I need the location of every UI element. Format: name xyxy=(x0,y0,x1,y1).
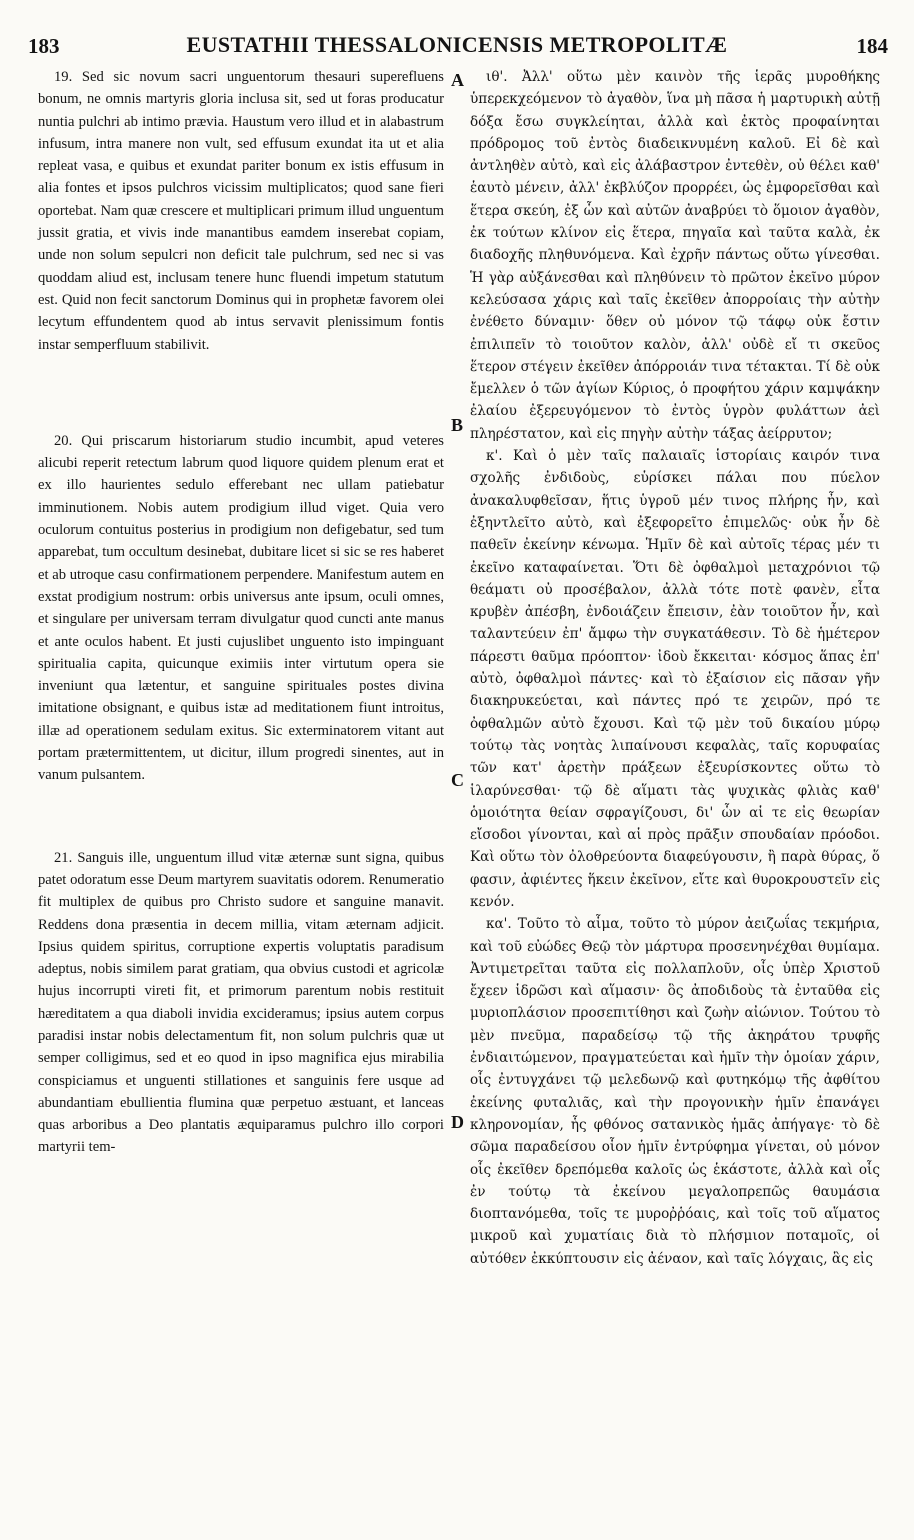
latin-paragraph-20: 20. Qui priscarum historiarum studio incumbit, apud veteres alicubi reperit retectum labrum quod liquore quidem plenum erat et ex illo haurientes sedulo efferebant nec ullam patiebatur imminutionem. Nobis autem prodigium illud viget. Quia vero oculorum contuitus posterius in prodigium non defigebatur, sed tum apparebat, tum occultum desinebat, dubitare licet si sic se res haberet et ab utroque casu confirmationem perpendere. Manifestum autem en exstat prodigium nostrum: orbis universus ante ipsum, oculi omnes, et singulare per universam terram divulgatur quod cuncti ante manus et ante oculos habent. Et justi cujuslibet unguento isto impinguant spiritualia capita, quicunque eximiis inter virtutum opera sie inveniunt qua lætentur, et sanguine spirituales postes divina imitatione obsignant, e quibus istæ ad meditationem fiunt introitus, illæ ad operationem sedulam exitus. Sic exterminatorem vitant aut portam prætermittentem, ut dicitur, illum progredi sinentes, aut in vanum pulsantem. xyxy=(38,432,444,784)
page-number-right: 184 xyxy=(856,34,888,58)
greek-paragraph-21: κα'. Τοῦτο τὸ αἷμα, τοῦτο τὸ μύρον ἀειζωΐας τεκμήρια, καὶ τοῦ εὐώδες Θεῷ τὸν μάρτυρα προσενηνέχθαι θυμίαμα. Ἀντιμετρεῖται ταῦτα εἰς πολλαπλοῦν, οἷς ὑπὲρ Χριστοῦ ἔχεεν ἱδρῶσι καὶ αἵμασιν· ὃς ἀποδιδοὺς τὰ ἐνταῦθα εἰς μυριοπλάσιον προσεπιτίθησι καὶ ζωὴν αἰώνιον. Τούτου τὸ μὲν πνεῦμα, παραδείσῳ τῷ τῆς ἀκηράτου τρυφῆς ἐνδιαιτώμενον, πραγματεύεται καὶ ἡμῖν τὴν ὁμοίαν χάριν, οἷς ἐντυγχάνει τῷ μελεδωνῷ καὶ φυτηκόμῳ τῆς ἀφθίτου ἐκείνης φυταλιᾶς, καὶ τὴν προγονικὴν ἡμῖν ἐπανάγει κληρονομίαν, ἧς φθόνος σατανικὸς ἡμᾶς ἀπήγαγε· τὸ δὲ σῶμα παραδείσου οἷον ἡμῖν ἐντρύφημα γίνεται, οὐ μόνον οἷς ἐκεῖθεν δρεπόμεθα καλοῖς ὡς ἑκάστοτε, ἀλλὰ καὶ οἷς ἐν τούτῳ τὰ ἐκείνου μεγαλοπρεπῶς θαυμάσια διοπτανόμεθα, τοῖς τε μυροῤῥόαις, καὶ τοῖς τοῦ αἵματος μικροῦ καὶ χυματίαις διὰ τὸ πλήσμιον ποταμοῖς, οἱ αὐτόθεν ἐκκύπτουσιν εἰς ἀέναον, καὶ ταῖς λόγχαις, ἃς εἰς xyxy=(470,916,880,1267)
greek-paragraph-20: κ'. Καὶ ὁ μὲν ταῖς παλαιαῖς ἱστορίαις καιρόν τινα σχολῆς ἐνδιδοὺς, εὑρίσκει πάλαι που πύελον ἀνακαλυφθεῖσαν, ἥτις ὑγροῦ μέν τινος πλήρης ἦν, καὶ ἐξηντλεῖτο αὐτὸ, καὶ ἐξεφορεῖτο ἐπιμελῶς· οὐκ ἦν δὲ παθεῖν ἐκείνην κένωμα. Ἡμῖν δὲ καὶ αὐτοῖς τέρας μέν τι ἐκεῖνο καταφαίνεται. Ὅτι δὲ ὀφθαλμοὶ μεταχρόνιοι τῷ θεάματι οὐ προσέβαλον, ἀλλὰ τότε ποτὲ φανὲν, εἶτα κρυβὲν ἀπέσβη, ἐνδοιάζειν ἔπεισιν, ἐὰν τοιοῦτον ἦν, καὶ ταλαντεύειν ἐπ' ἄμφω τὴν συγκατάθεσιν. Τὸ δὲ ἡμέτερον πάρεστι θαῦμα πρόοπτον· ἰδοὺ ἔκκειται· κόσμος ἅπας ἐπ' αὐτὸ, ὀφθαλμοὶ πάντες· καὶ τὸ ἐξαίσιον εἰς πᾶσαν γῆν διακηρυκεύεται, καὶ πάντες πρό τε χειρῶν, πρό τε ὀφθαλμῶν αὐτὸ ἔχουσι. Καὶ τῷ μὲν τοῦ δικαίου μύρῳ τούτῳ τὰς νοητὰς λιπαίνουσι κεφαλὰς, ταῖς κορυφαίας τῶν κατ' ἀρετὴν πράξεων ἐξευρίσκοντες οὕτω τὸ ἱλαρύνεσθαι· τῷ δὲ αἵματι τὰς ψυχικὰς φλιὰς καθ' ὁμοιότητα θείαν σφραγίζουσι, δι' ὧν αἱ τε εἰς θεωρίαν εἴσοδοι γίνονται, καὶ αἱ πρὸς πρᾶξιν σπουδαίαν πρόοδοι. Καὶ οὕτω τὸν ὀλοθρεύοντα διαφεύγουσιν, ἢ παρὰ θύρας, ὅ φασιν, ἀφιέντες ἥκειν ἐκεῖνον, εἴτε καὶ θυροκρουστεῖν εἰς κενόν. xyxy=(470,448,880,910)
latin-paragraph-21: 21. Sanguis ille, unguentum illud vitæ æternæ sunt signa, quibus patet odoratum esse Deum martyrem suavitatis odorem. Renumeratio fit multiplex de quibus pro Christo sudore et sanguine manavit. Reddens dona præsentia in decem millia, vitam æternam adjicit. Ipsius quidem spiritus, corruptione expertis voluptatis paradisum adeptus, nobis similem parat gratiam, qua obvius custodi et agricolæ hujus incorrupti vireti fit, et primorum parentum nobis restituit hæreditatem a qua diaboli invidia excideramus; ipsius autem corpus paradisi instar nobis delectamentum fit, non solum pulchris quæ ut semper colligimus, sed et eo quod in ipso magnifica ejus mirabilia conspiciamus et unguenti stillationes et sanguinis fere usque ad abundantiam ebullientia flumina quæ perpetuo æstuant, et lanceas quas arboribus a Deo plantatis æquiparamus pulchro illo corpori martyrii tem- xyxy=(38,849,444,1156)
running-title: EUSTATHII THESSALONICENSIS METROPOLITÆ xyxy=(186,32,728,57)
margin-letter-b: B xyxy=(451,415,464,435)
greek-paragraph-19: ιθ'. Ἀλλ' οὕτω μὲν καινὸν τῆς ἱερᾶς μυροθήκης ὑπερεκχεόμενον τὸ ἀγαθὸν, ἵνα μὴ πᾶσα ἡ μαρτυρικὴ αὐτῇ δόξα ἔσω συγκλείηται, ἀλλὰ καὶ ἐκτὸς προφαίνηται πρόδρομος τοῦ ἐντὸς διαδεικνυμένη καλοῦ. Εἰ δὲ καὶ ἀντληθὲν αὐτὸ, καὶ εἰς ἀλάβαστρον ἐντεθὲν, οὐ θέλει καθ' ἑαυτὸ μένειν, ἀλλ' ἐκβλύζον προρρέει, ὡς ἐμφορεῖσθαι καὶ ἕτερα σκεύη, ἐξ ὧν καὶ αὐτῶν ἀναβρύει τὸ ὅμοιον ἀγαθὸν, ἐκ τούτων κλίνον εἰς ἕτερα, πηγαῖα καὶ ταῦτα καλὰ, ἐκ διαδοχῆς πληθυνόμενα. Καὶ ἐχρῆν πάντως οὕτω γίνεσθαι. Ἡ γὰρ αὐξάνεσθαι καὶ πληθύνειν τὸ πρῶτον ἐκεῖνο μύρον κελεύσασα χάρις καὶ ταῖς ἐκεῖθεν ἀπορροίαις τὴν αὐτὴν ἐνέθετο δύναμιν· ὅθεν οὐ μόνον τῷ τάφῳ οὐκ ἔστιν ἐπιλιπεῖν τὸ τοιοῦτον καλὸν, ἀλλ' οὐδὲ εἴ τι σκεῦος ἕτερον στέγειν ἐκεῖθεν ἀπόρροιάν τινα τέτακται. Τί δὲ οὐκ ἔμελλεν ὁ τῶν ἁγίων Κύριος, ὁ προφήτου χάριν καμψάκην ἐλαίου ἐξερευγόμενον τὸ ἐντὸς ὑγρὸν φυλάττων ἀεὶ πληρέστατον, καὶ εἰς πηγὴν αὐτὴν τάξας ἀείρρυτον; xyxy=(470,69,880,442)
latin-column xyxy=(38,66,444,1159)
greek-column xyxy=(470,66,880,1270)
page-number-left: 183 xyxy=(28,34,60,58)
margin-letter-c: C xyxy=(451,770,464,790)
margin-letter-a: A xyxy=(451,70,464,90)
latin-paragraph-19: 19. Sed sic novum sacri unguentorum thesauri superefluens bonum, ne omnis martyris gloria inclusa sit, sed ut foras producatur nuntia pulchri ab intimo prævia. Haustum vero illud et in alabastrum infusum, intra manere non vult, sed effusum exundat ita ut et alia repleat vasa, e quibus et exundat pariter bonum ex istis effusum in alia fontes et ipsos pulchros vicissim multiplicatos; quod sane fieri oportebat. Nam quæ crescere et multiplicari primum illud unguentum jussit gratia, et vivis inde manantibus eamdem inserebat copiam, unde non solum sepulcri non deficit tale pulchrum, sed nec si vas quoddam aliud est, inclusam tenere hunc fluendi impetum statutum est. Quid non fecit sanctorum Dominus qui in prophetæ favorem olei lecytum effundentem quod ab intus servavit plenissimum fontis instar semperfluum stabilivit. xyxy=(38,69,444,353)
page-header xyxy=(0,28,914,68)
margin-letter-d: D xyxy=(451,1112,464,1132)
